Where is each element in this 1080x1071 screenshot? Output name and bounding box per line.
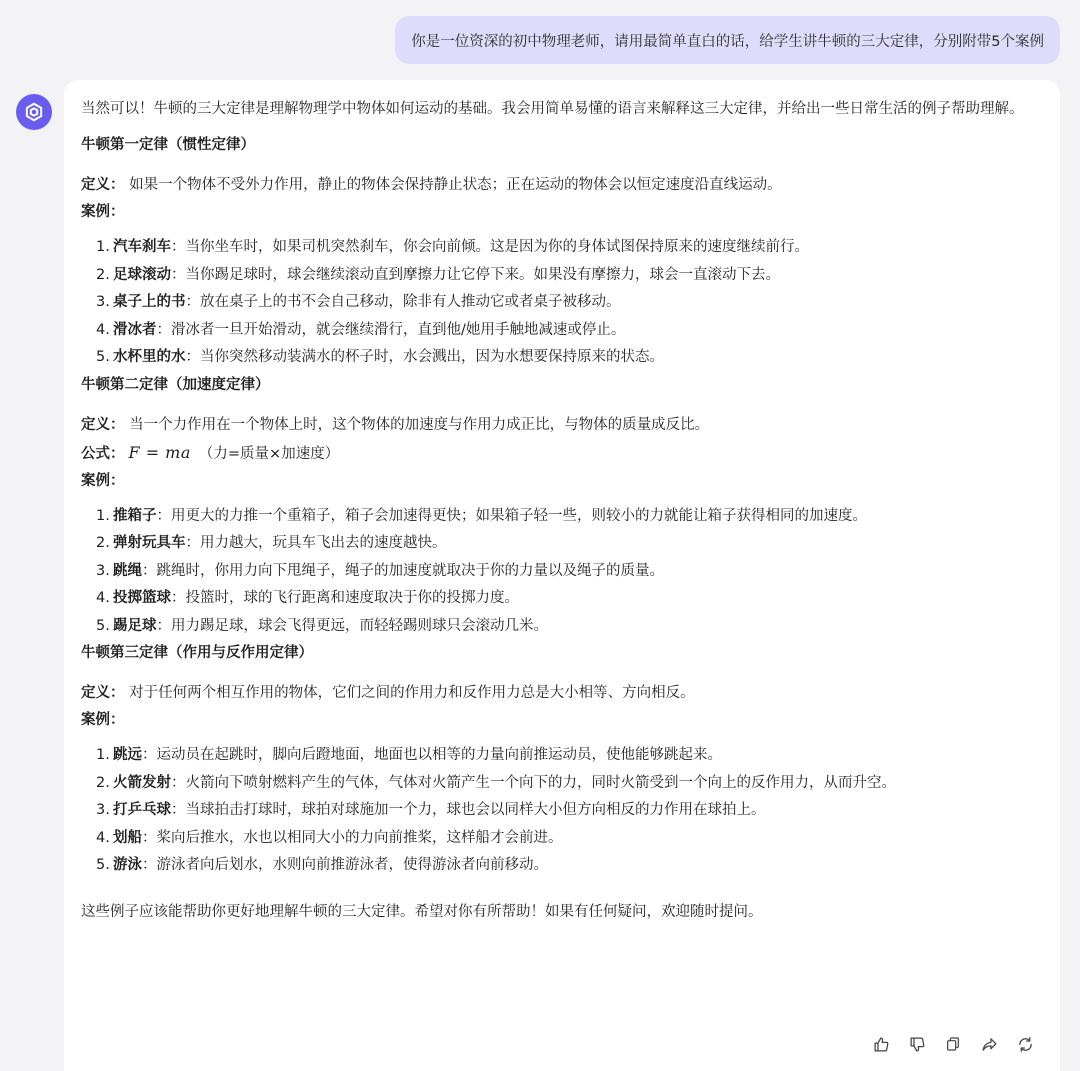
share-icon xyxy=(981,1036,998,1053)
law-2-formula: F = ma xyxy=(128,442,191,462)
law-1-definition-label: 定义： xyxy=(81,177,125,193)
copy-button[interactable] xyxy=(944,1035,962,1053)
law-2-formula-label: 公式： xyxy=(81,445,125,462)
user-message-bubble xyxy=(395,16,1060,64)
law-2-definition-label: 定义： xyxy=(81,416,125,433)
law-3-definition-label: 定义： xyxy=(81,685,125,701)
list-item: 1. 推箱子：用更大的力推一个重箱子，箱子会加速得更快；如果箱子轻一些，则较小的力就能让箱子获得相同的加速度。 xyxy=(96,507,867,524)
thumbs-up-icon xyxy=(873,1036,890,1053)
list-item: 1. 汽车刹车：当你坐车时，如果司机突然刹车，你会向前倾。这是因为你的身体试图保持原来的速度继续前行。 xyxy=(96,239,809,255)
user-message-text: 你是一位资深的初中物理老师，请用最简单直白的话，给学生讲牛顿的三大定律，分别附带5个案例 xyxy=(411,33,1044,50)
law-3-cases-label: 案例： xyxy=(81,712,125,728)
refresh-icon xyxy=(1017,1036,1034,1053)
like-button[interactable] xyxy=(872,1035,890,1053)
list-item: 5. 踢足球：用力踢足球，球会飞得更远，而轻轻踢则球只会滚动几米。 xyxy=(96,617,548,634)
message-actions xyxy=(872,1035,1034,1053)
copy-icon xyxy=(945,1036,961,1052)
list-item: 3. 跳绳：跳绳时，你用力向下甩绳子，绳子的加速度就取决于你的力量以及绳子的质量。 xyxy=(96,562,664,579)
thumbs-down-icon xyxy=(909,1036,926,1053)
list-item: 4. 滑冰者：滑冰者一旦开始滑动，就会继续滑行，直到他/她用手触地减速或停止。 xyxy=(96,321,626,338)
law-2-title: 牛顿第二定律（加速度定律） xyxy=(81,376,270,393)
law-2-formula-note: （力=质量×加速度） xyxy=(198,445,340,462)
law-1-cases-label: 案例： xyxy=(81,204,125,220)
list-item: 2. 足球滚动：当你踢足球时，球会继续滚动直到摩擦力让它停下来。如果没有摩擦力，球会一直滚动下去。 xyxy=(96,266,780,283)
law-2-definition: 当一个力作用在一个物体上时，这个物体的加速度与作用力成正比，与物体的质量成反比。 xyxy=(124,416,710,433)
list-item: 4. 划船：桨向后推水，水也以相同大小的力向前推桨，这样船才会前进。 xyxy=(96,829,563,846)
law-3-case-list xyxy=(81,742,1044,880)
law-1-definition: 如果一个物体不受外力作用，静止的物体会保持静止状态；正在运动的物体会以恒定速度沿直线运动。 xyxy=(124,177,782,193)
assistant-answer-card xyxy=(64,80,1060,1071)
law-3-definition: 对于任何两个相互作用的物体，它们之间的作用力和反作用力总是大小相等、方向相反。 xyxy=(124,685,695,701)
answer-closing: 这些例子应该能帮助你更好地理解牛顿的三大定律。希望对你有所帮助！如果有任何疑问，欢迎随时提问。 xyxy=(81,903,763,920)
list-item: 1. 跳远：运动员在起跳时，脚向后蹬地面，地面也以相等的力量向前推运动员，使他能够跳起来。 xyxy=(96,747,722,763)
list-item: 3. 打乒乓球：当球拍击打球时，球拍对球施加一个力，球也会以同样大小但方向相反的力作用在球拍上。 xyxy=(96,802,766,818)
list-item: 2. 火箭发射：火箭向下喷射燃料产生的气体，气体对火箭产生一个向下的力，同时火箭受到一个向上的反作用力，从而升空。 xyxy=(96,774,896,791)
law-section-2 xyxy=(81,372,1044,641)
law-2-case-list xyxy=(81,503,1044,641)
law-section-3 xyxy=(81,640,1044,880)
list-item: 2. 弹射玩具车：用力越大，玩具车飞出去的速度越快。 xyxy=(96,535,447,551)
regenerate-button[interactable] xyxy=(1016,1035,1034,1053)
law-1-title: 牛顿第一定律（惯性定律） xyxy=(81,137,255,153)
share-button[interactable] xyxy=(980,1035,998,1053)
assistant-logo-icon xyxy=(23,101,45,123)
list-item: 3. 桌子上的书：放在桌子上的书不会自己移动，除非有人推动它或者桌子被移动。 xyxy=(96,294,621,310)
list-item: 5. 游泳：游泳者向后划水，水则向前推游泳者，使得游泳者向前移动。 xyxy=(96,857,548,873)
law-3-title: 牛顿第三定律（作用与反作用定律） xyxy=(81,645,313,661)
dislike-button[interactable] xyxy=(908,1035,926,1053)
law-section-1 xyxy=(81,132,1044,372)
law-2-cases-label: 案例： xyxy=(81,472,125,489)
law-1-case-list xyxy=(81,234,1044,372)
list-item: 4. 投掷篮球：投篮时，球的飞行距离和速度取决于你的投掷力度。 xyxy=(96,590,519,606)
assistant-avatar xyxy=(16,94,52,130)
list-item: 5. 水杯里的水：当你突然移动装满水的杯子时，水会溅出，因为水想要保持原来的状态。 xyxy=(96,349,664,365)
answer-intro: 当然可以！牛顿的三大定律是理解物理学中物体如何运动的基础。我会用简单易懂的语言来解释这三大定律，并给出一些日常生活的例子帮助理解。 xyxy=(81,101,1024,117)
